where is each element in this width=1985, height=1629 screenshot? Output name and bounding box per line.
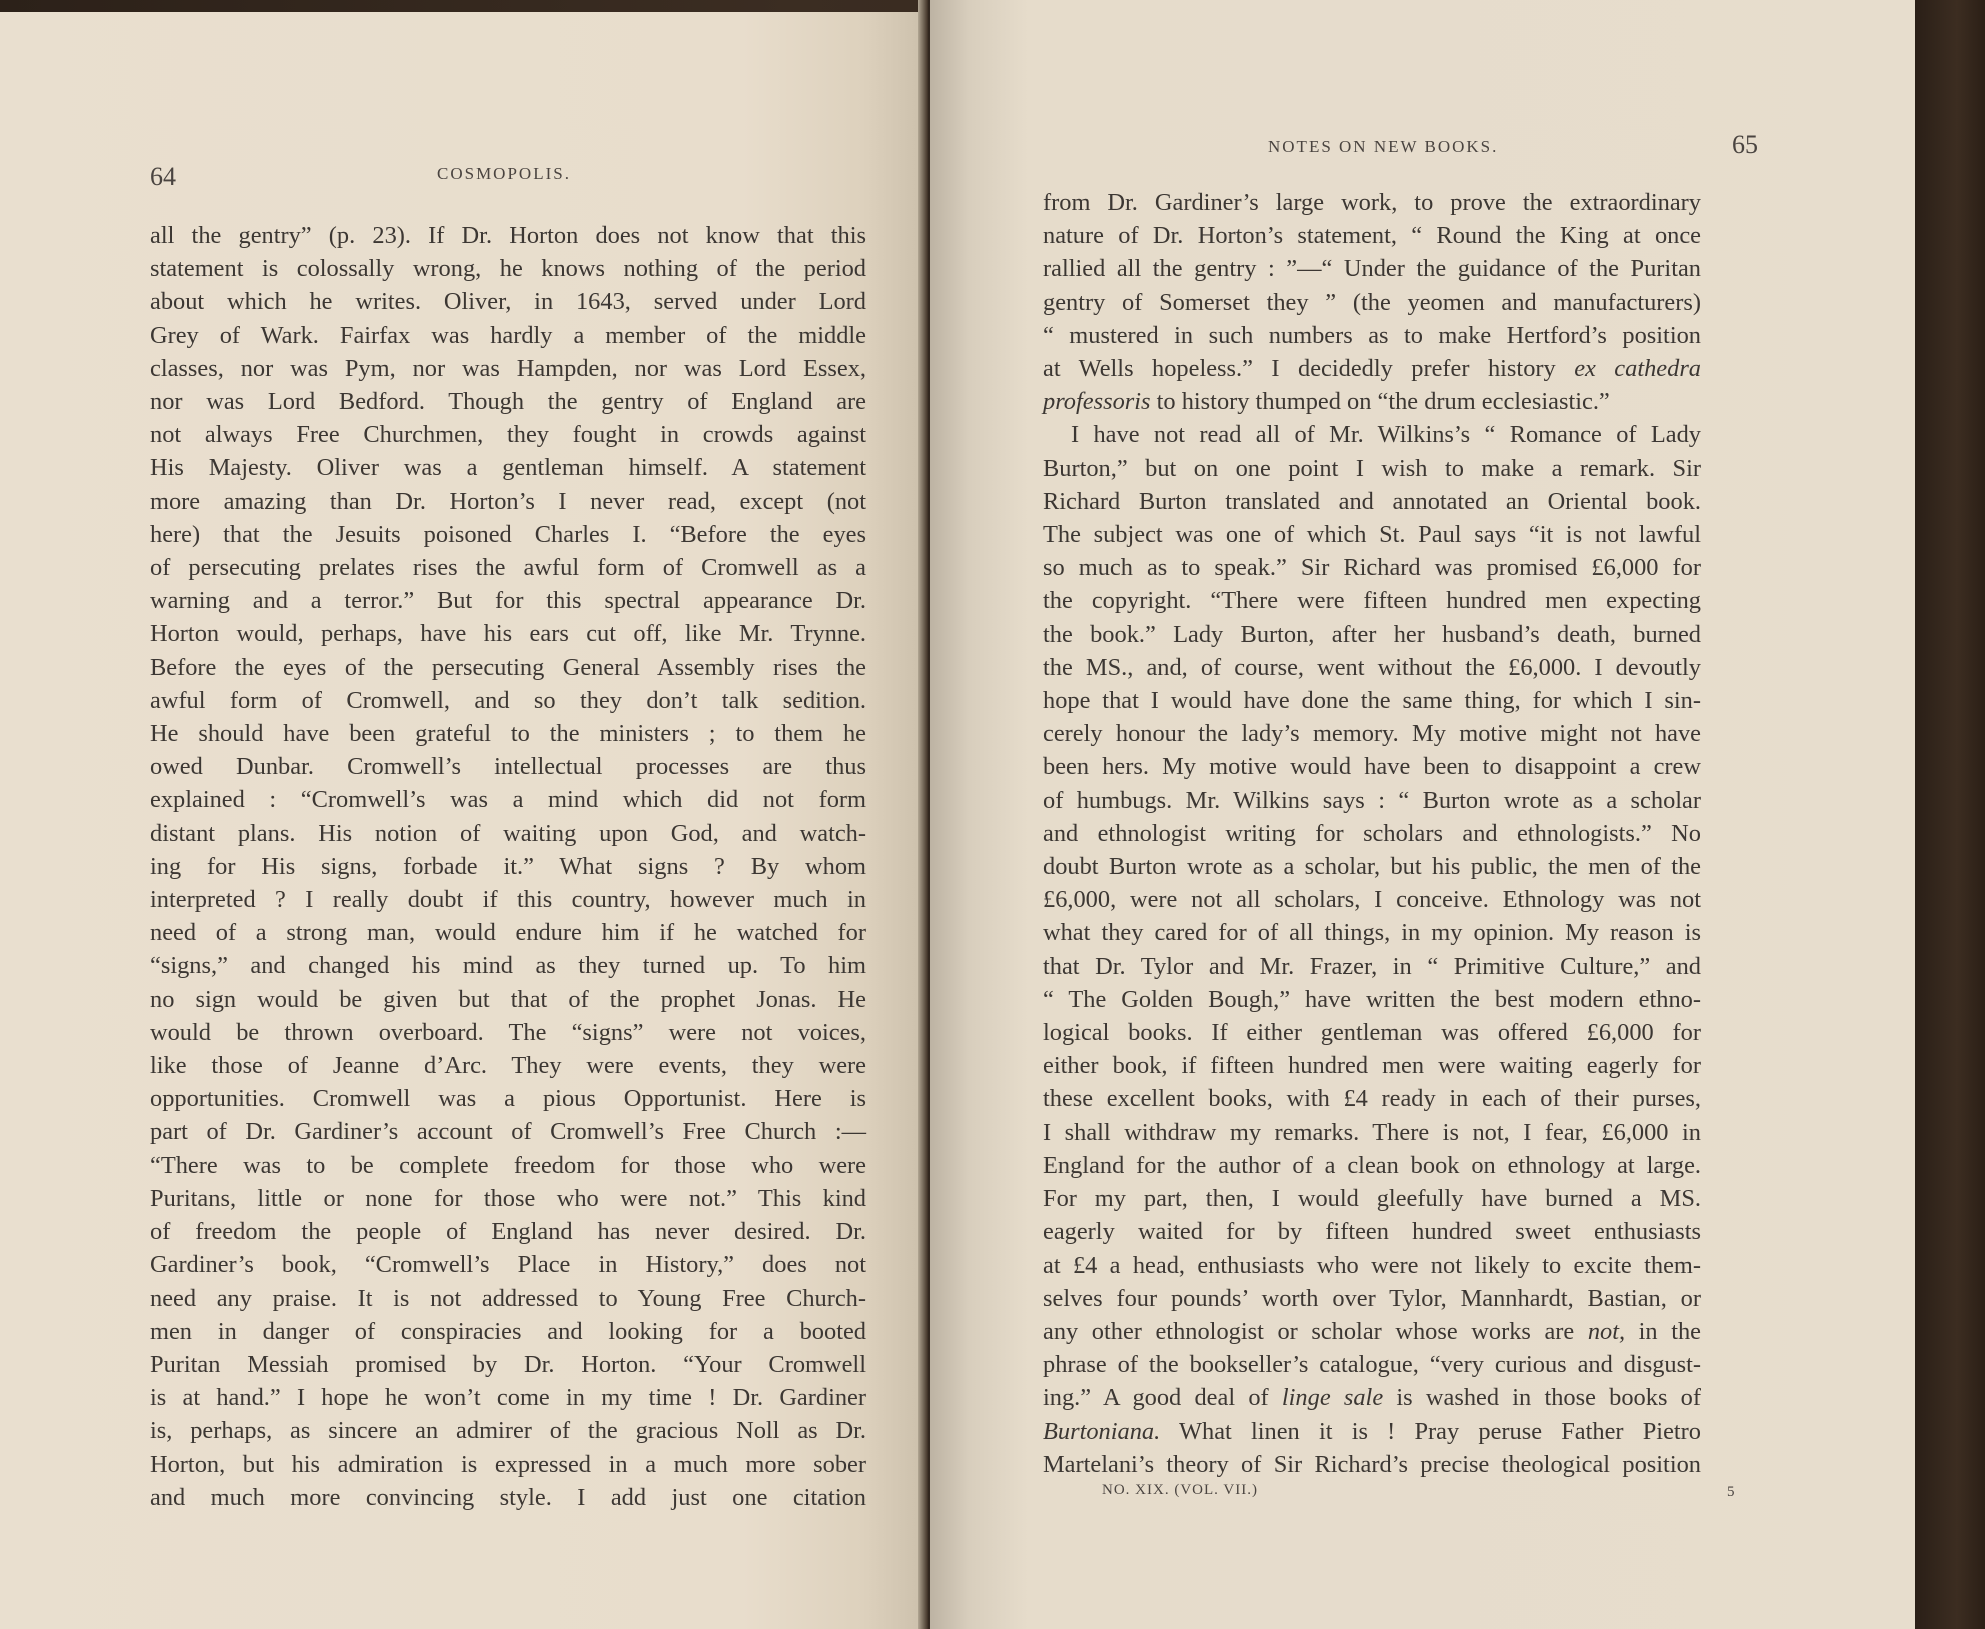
text-line: all the gentry” (p. 23). If Dr. Horton does not know that this: [150, 222, 866, 249]
text-line: awful form of Cromwell, and so they don’t talk sedition.: [150, 686, 866, 714]
text-line: Burtoniana. What linen it is ! Pray peruse Father Pietro: [1043, 1417, 1701, 1445]
text-line: Grey of Wark. Fairfax was hardly a member of the middle: [150, 321, 866, 349]
text-line: ing for His signs, forbade it.” What signs ? By whom: [150, 852, 866, 880]
text-line: Gardiner’s book, “Cromwell’s Place in History,” does not: [150, 1251, 866, 1279]
text-line: opportunities. Cromwell was a pious Opportunist. Here is: [150, 1085, 866, 1113]
text-line: I have not read all of Mr. Wilkins’s “ Romance of Lady: [1071, 421, 1701, 449]
text-line: rallied all the gentry : ”—“ Under the guidance of the Puritan: [1043, 255, 1701, 283]
text-line: at Wells hopeless.” I decidedly prefer history ex cathedra: [1043, 355, 1702, 383]
left-running-head: COSMOPOLIS.: [437, 164, 571, 183]
text-line: Horton, but his admiration is expressed in a much more sober: [150, 1450, 866, 1478]
text-line: at £4 a head, enthusiasts who were not likely to excite them-: [1043, 1251, 1701, 1279]
text-line: logical books. If either gentleman was offered £6,000 for: [1043, 1019, 1701, 1047]
text-line: of persecuting prelates rises the awful form of Cromwell as a: [150, 554, 866, 582]
text-line: the copyright. “There were fifteen hundred men expecting: [1043, 587, 1701, 615]
text-line: interpreted ? I really doubt if this country, however much in: [150, 886, 866, 914]
text-line: Martelani’s theory of Sir Richard’s precise theological position: [1043, 1450, 1701, 1478]
text-line: His Majesty. Oliver was a gentleman himself. A statement: [150, 454, 866, 482]
text-line: Richard Burton translated and annotated an Oriental book.: [1043, 487, 1701, 515]
text-line: For my part, then, I would gleefully have burned a MS.: [1043, 1185, 1701, 1213]
text-line: is, perhaps, as sincere an admirer of the gracious Noll as Dr.: [150, 1417, 866, 1445]
text-line: men in danger of conspiracies and looking for a booted: [150, 1317, 866, 1345]
text-line: Burton,” but on one point I wish to make a remark. Sir: [1043, 454, 1701, 482]
text-line: distant plans. His notion of waiting upon God, and watch-: [150, 819, 866, 847]
text-line: need any praise. It is not addressed to Young Free Church-: [150, 1284, 866, 1312]
left-page-number: 64: [150, 162, 176, 191]
text-line: England for the author of a clean book on ethnology at large.: [1043, 1151, 1701, 1179]
text-line: not always Free Churchmen, they fought in crowds against: [150, 421, 866, 449]
book-cover-edge: [1915, 0, 1985, 1629]
text-line: no sign would be given but that of the prophet Jonas. He: [150, 985, 866, 1013]
text-line: I shall withdraw my remarks. There is not, I fear, £6,000 in: [1043, 1118, 1701, 1146]
left-body-text: [150, 219, 866, 1514]
right-page-number: 65: [1732, 130, 1758, 159]
text-line: that Dr. Tylor and Mr. Frazer, in “ Primitive Culture,” and: [1043, 952, 1701, 980]
left-page: [0, 12, 928, 1629]
text-line: selves four pounds’ worth over Tylor, Mannhardt, Bastian, or: [1043, 1284, 1701, 1312]
text-line: hope that I would have done the same thing, for which I sin-: [1043, 687, 1701, 715]
text-line: eagerly waited for by fifteen hundred sweet enthusiasts: [1043, 1218, 1701, 1246]
text-line: He should have been grateful to the ministers ; to them he: [150, 720, 866, 748]
text-line: of humbugs. Mr. Wilkins says : “ Burton wrote as a scholar: [1043, 786, 1701, 814]
text-line: part of Dr. Gardiner’s account of Cromwell’s Free Church :—: [150, 1118, 866, 1146]
text-line: and ethnologist writing for scholars and ethnologists.” No: [1043, 819, 1701, 847]
text-line: is at hand.” I hope he won’t come in my time ! Dr. Gardiner: [150, 1384, 866, 1412]
text-line: The subject was one of which St. Paul says “it is not lawful: [1043, 521, 1701, 549]
right-running-head: NOTES ON NEW BOOKS.: [1268, 137, 1499, 156]
text-line: gentry of Somerset they ” (the yeomen and manufacturers): [1043, 288, 1701, 316]
text-line: Horton would, perhaps, have his ears cut off, like Mr. Trynne.: [150, 620, 866, 648]
text-line: phrase of the bookseller’s catalogue, “very curious and disgust-: [1043, 1351, 1701, 1379]
text-line: “signs,” and changed his mind as they turned up. To him: [150, 952, 866, 980]
text-line: £6,000, were not all scholars, I conceive. Ethnology was not: [1043, 886, 1701, 914]
text-line: Before the eyes of the persecuting General Assembly rises the: [150, 653, 866, 681]
text-line: cerely honour the lady’s memory. My motive might not have: [1043, 720, 1701, 748]
text-line: nor was Lord Bedford. Though the gentry of England are: [150, 388, 866, 416]
text-line: Puritans, little or none for those who were not.” This kind: [150, 1184, 866, 1212]
text-line: either book, if fifteen hundred men were waiting eagerly for: [1043, 1052, 1701, 1080]
right-page: [930, 0, 1915, 1629]
text-line: owed Dunbar. Cromwell’s intellectual processes are thus: [150, 753, 866, 781]
text-line: “There was to be complete freedom for those who were: [150, 1151, 866, 1179]
text-line: would be thrown overboard. The “signs” were not voices,: [150, 1018, 866, 1046]
text-line: the MS., and, of course, went without the £6,000. I devoutly: [1043, 653, 1701, 681]
text-line: the book.” Lady Burton, after her husband’s death, burned: [1043, 620, 1701, 648]
text-line: of freedom the people of England has never desired. Dr.: [150, 1218, 866, 1246]
text-line: Puritan Messiah promised by Dr. Horton. “Your Cromwell: [150, 1350, 866, 1378]
signature-mark: NO. XIX. (VOL. VII.): [1102, 1482, 1258, 1498]
text-line: “ mustered in such numbers as to make Hertford’s position: [1043, 321, 1701, 349]
text-line: any other ethnologist or scholar whose works are not, in the: [1043, 1317, 1701, 1345]
text-line: statement is colossally wrong, he knows nothing of the period: [150, 255, 866, 283]
text-line: warning and a terror.” But for this spectral appearance Dr.: [150, 587, 866, 615]
text-line: what they cared for of all things, in my opinion. My reason is: [1043, 919, 1701, 947]
text-line: here) that the Jesuits poisoned Charles I. “Before the eyes: [150, 520, 866, 548]
text-line: so much as to speak.” Sir Richard was promised £6,000 for: [1043, 554, 1701, 582]
text-line: like those of Jeanne d’Arc. They were events, they were: [150, 1052, 866, 1080]
text-line: and much more convincing style. I add just one citation: [150, 1483, 866, 1511]
text-line: from Dr. Gardiner’s large work, to prove the extraordinary: [1043, 189, 1701, 216]
text-line: nature of Dr. Horton’s statement, “ Round the King at once: [1043, 222, 1701, 250]
right-body-text: [1043, 186, 1701, 1481]
signature-number: 5: [1727, 1484, 1736, 1500]
text-line: classes, nor was Pym, nor was Hampden, nor was Lord Essex,: [150, 354, 866, 382]
text-line: these excellent books, with £4 ready in each of their purses,: [1043, 1085, 1701, 1113]
text-line: need of a strong man, would endure him if he watched for: [150, 919, 866, 947]
text-line: professoris to history thumped on “the drum ecclesiastic.”: [1043, 388, 1610, 416]
text-line: doubt Burton wrote as a scholar, but his public, the men of the: [1043, 853, 1701, 881]
text-line: about which he writes. Oliver, in 1643, served under Lord: [150, 288, 866, 316]
text-line: ing.” A good deal of linge sale is washed in those books of: [1043, 1384, 1701, 1412]
text-line: been hers. My motive would have been to disappoint a crew: [1043, 753, 1701, 781]
text-line: explained : “Cromwell’s was a mind which did not form: [150, 786, 866, 814]
text-line: “ The Golden Bough,” have written the best modern ethno-: [1043, 985, 1701, 1013]
text-line: more amazing than Dr. Horton’s I never read, except (not: [150, 487, 866, 515]
